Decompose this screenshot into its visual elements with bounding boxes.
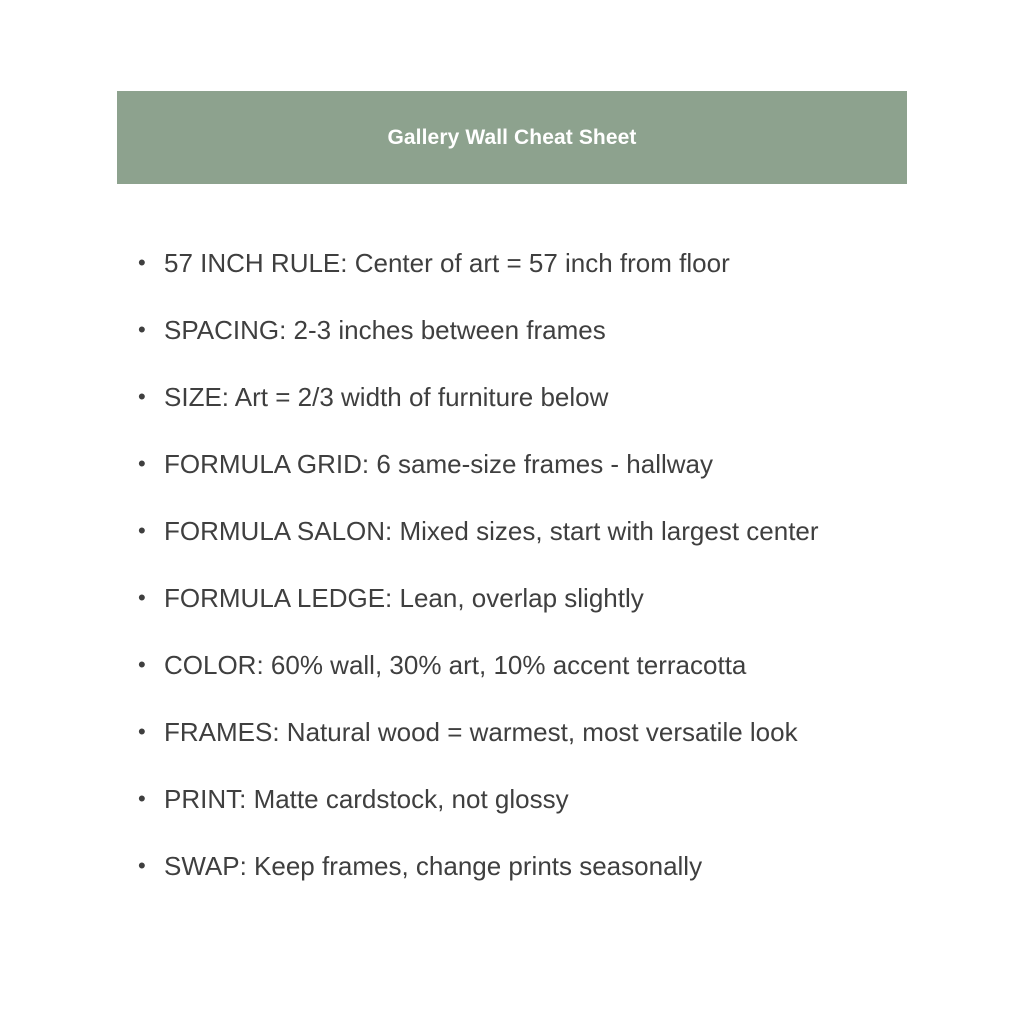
bullet-icon: • bbox=[138, 853, 146, 878]
list-item bbox=[138, 240, 958, 307]
tip-text: SPACING: 2-3 inches between frames bbox=[164, 315, 606, 345]
list-item bbox=[138, 776, 958, 843]
tip-text: FORMULA SALON: Mixed sizes, start with largest center bbox=[164, 516, 819, 546]
tip-text: FORMULA LEDGE: Lean, overlap slightly bbox=[164, 583, 644, 613]
tip-text: COLOR: 60% wall, 30% art, 10% accent terracotta bbox=[164, 650, 747, 680]
list-item bbox=[138, 709, 958, 776]
tip-text: FORMULA GRID: 6 same-size frames - hallway bbox=[164, 449, 714, 479]
bullet-icon: • bbox=[138, 652, 146, 677]
tip-text: 57 INCH RULE: Center of art = 57 inch from floor bbox=[164, 248, 730, 278]
list-item bbox=[138, 374, 958, 441]
list-item bbox=[138, 575, 958, 642]
page-title: Gallery Wall Cheat Sheet bbox=[387, 125, 637, 149]
tip-text: SWAP: Keep frames, change prints seasonally bbox=[164, 851, 703, 881]
bullet-icon: • bbox=[138, 384, 146, 409]
header-banner bbox=[117, 91, 907, 184]
bullet-icon: • bbox=[138, 518, 146, 543]
bullet-icon: • bbox=[138, 250, 146, 275]
tip-text: PRINT: Matte cardstock, not glossy bbox=[164, 784, 569, 814]
bullet-icon: • bbox=[138, 585, 146, 610]
list-item bbox=[138, 843, 958, 910]
list-item bbox=[138, 307, 958, 374]
list-item bbox=[138, 441, 958, 508]
list-item bbox=[138, 508, 958, 575]
tip-text: FRAMES: Natural wood = warmest, most versatile look bbox=[164, 717, 798, 747]
bullet-icon: • bbox=[138, 786, 146, 811]
bullet-icon: • bbox=[138, 317, 146, 342]
bullet-icon: • bbox=[138, 719, 146, 744]
bullet-icon: • bbox=[138, 451, 146, 476]
tips-list bbox=[138, 240, 958, 910]
tip-text: SIZE: Art = 2/3 width of furniture below bbox=[164, 382, 609, 412]
list-item bbox=[138, 642, 958, 709]
